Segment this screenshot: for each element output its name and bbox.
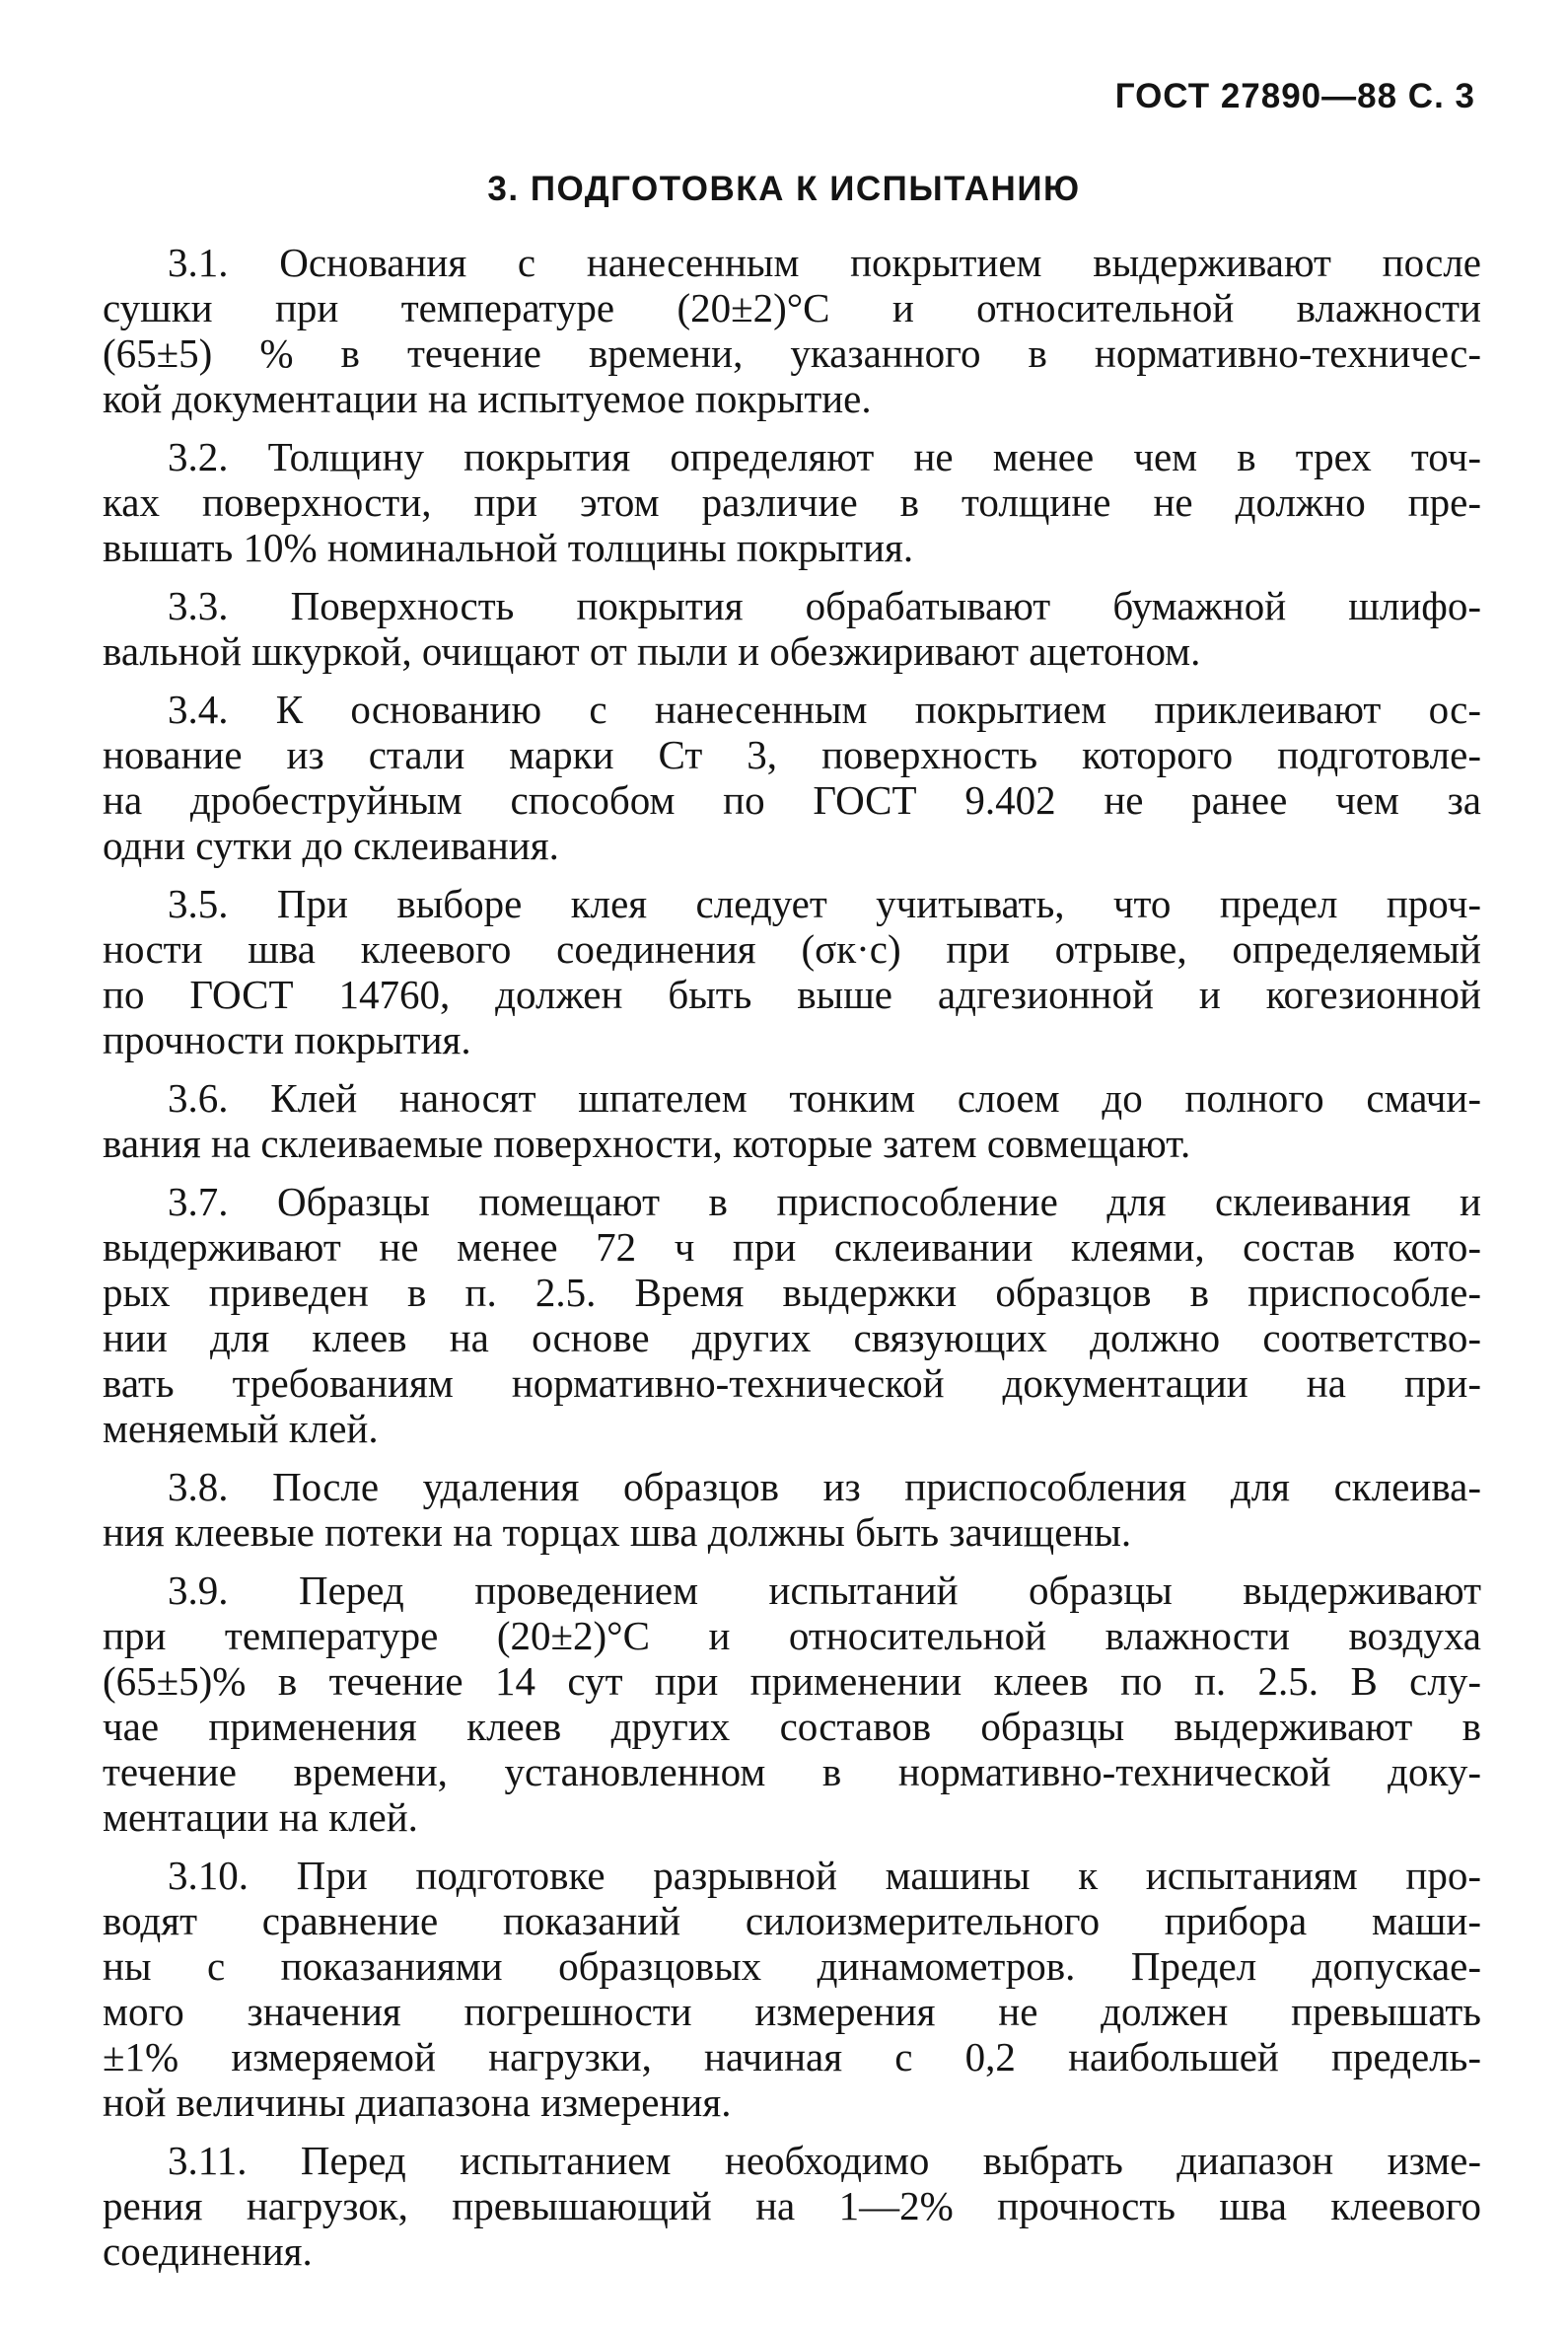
clause-3-8 [103,1464,1481,1555]
text-line: 3.5. При выборе клея следует учитывать, что предел проч- [168,881,1481,926]
clause-3-5 [103,881,1481,1062]
text-line: 3.6. Клей наносят шпателем тонким слоем до полного смачи- [168,1075,1481,1121]
section-body [103,240,1481,2287]
text-line: ны с показаниями образцовых динамометров. Предел допускае- [103,1943,1481,1989]
text-line: соединения. [103,2228,313,2274]
clause-3-2 [103,434,1481,570]
text-line: прочности покрытия. [103,1017,471,1062]
text-line: рения нагрузок, превышающий на 1—2% прочность шва клеевого [103,2183,1481,2228]
text-line: 3.3. Поверхность покрытия обрабатывают бумажной шлифо- [168,583,1481,628]
text-line: (65±5) % в течение времени, указанного в нормативно-техничес- [103,330,1481,376]
clause-3-4 [103,687,1481,868]
clause-3-9 [103,1567,1481,1840]
text-line: на дробеструйным способом по ГОСТ 9.402 не ранее чем за [103,777,1481,823]
text-line: водят сравнение показаний силоизмерительного прибора маши- [103,1898,1481,1943]
running-header: ГОСТ 27890—88 С. 3 [1114,77,1475,115]
text-line: 3.2. Толщину покрытия определяют не менее чем в трех точ- [168,434,1481,479]
text-line: ках поверхности, при этом различие в толщине не должно пре- [103,479,1481,525]
text-line: одни сутки до склеивания. [103,823,559,868]
text-line: ной величины диапазона измерения. [103,2079,732,2125]
text-line: по ГОСТ 14760, должен быть выше адгезионной и когезионной [103,972,1481,1017]
text-line: вать требованиям нормативно-технической документации на при- [103,1360,1481,1406]
clause-3-6 [103,1075,1481,1166]
text-line: при температуре (20±2)°С и относительной влажности воздуха [103,1613,1481,1658]
text-line: выдерживают не менее 72 ч при склеивании клеями, состав кото- [103,1224,1481,1270]
section-title: 3. ПОДГОТОВКА К ИСПЫТАНИЮ [487,170,1081,208]
text-line: 3.4. К основанию с нанесенным покрытием приклеивают ос- [168,687,1481,732]
text-line: 3.1. Основания с нанесенным покрытием выдерживают после [168,240,1481,285]
text-line: (65±5)% в течение 14 сут при применении клеев по п. 2.5. В слу- [103,1658,1481,1704]
text-line: нование из стали марки Ст 3, поверхность которого подготовле- [103,732,1481,777]
clause-3-11 [103,2138,1481,2274]
text-line: вальной шкуркой, очищают от пыли и обезжиривают ацетоном. [103,628,1201,674]
text-line: кой документации на испытуемое покрытие. [103,376,872,421]
text-line: вания на склеиваемые поверхности, которые затем совмещают. [103,1121,1191,1166]
clause-3-10 [103,1853,1481,2125]
text-line: 3.7. Образцы помещают в приспособление для склеивания и [168,1179,1481,1224]
text-line: ±1% измеряемой нагрузки, начиная с 0,2 наибольшей предель- [103,2034,1481,2079]
text-line: 3.8. После удаления образцов из приспособления для склеива- [168,1464,1481,1509]
clause-3-3 [103,583,1481,674]
text-line: ности шва клеевого соединения (σк·с) при отрыве, определяемый [103,926,1481,972]
text-line: 3.9. Перед проведением испытаний образцы выдерживают [168,1567,1481,1613]
text-line: 3.11. Перед испытанием необходимо выбрать диапазон изме- [168,2138,1481,2183]
text-line: чае применения клеев других составов образцы выдерживают в [103,1704,1481,1749]
text-line: рых приведен в п. 2.5. Время выдержки образцов в приспособле- [103,1270,1481,1315]
text-line: ния клеевые потеки на торцах шва должны быть зачищены. [103,1509,1132,1555]
text-line: сушки при температуре (20±2)°С и относительной влажности [103,285,1481,330]
clause-3-7 [103,1179,1481,1451]
text-line: ментации на клей. [103,1794,418,1840]
text-line: нии для клеев на основе других связующих должно соответство- [103,1315,1481,1360]
text-line: мого значения погрешности измерения не должен превышать [103,1989,1481,2034]
text-line: меняемый клей. [103,1406,379,1451]
text-line: 3.10. При подготовке разрывной машины к испытаниям про- [168,1853,1481,1898]
text-line: течение времени, установленном в нормативно-технической доку- [103,1749,1481,1794]
text-line: вышать 10% номинальной толщины покрытия. [103,525,914,570]
clause-3-1 [103,240,1481,421]
